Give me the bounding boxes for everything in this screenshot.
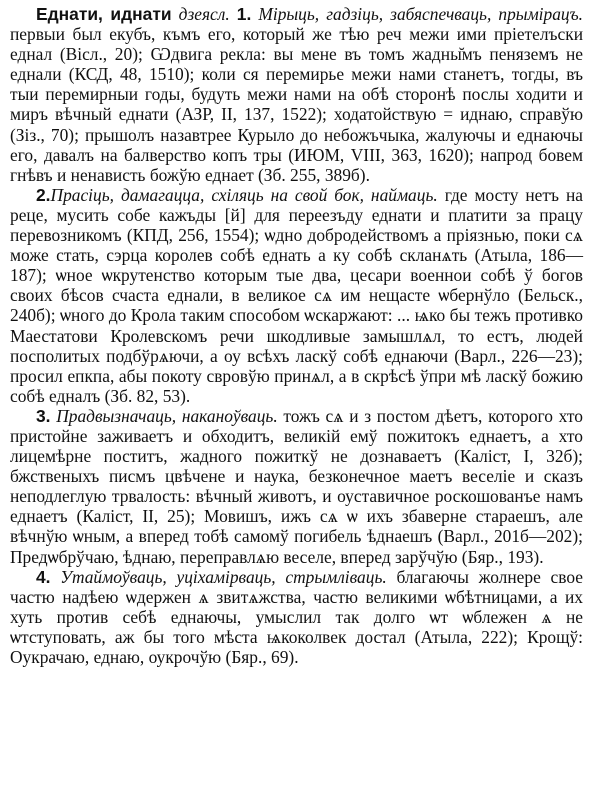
sense-3-number: 3. — [36, 405, 51, 426]
grammar-label: дзеясл. — [178, 4, 230, 24]
sense-4-citations: благаючы жолнере свое частю надѣею ѡдержен ѧ звитѧжства, частю великими ѡбѣтницами, а их хуть против себѣ еднаючы, умыслил так долго ѡт ѡблежен ѧ не ѡтступовать, аж бы того мѣста ѩкоколвек достал (Атыла, 222); Крощў: Оукрачаю, еднаю, оукрочўю (Бяр., 69). — [10, 566, 583, 667]
sense-2-gloss: Прасіць, дамагацца, схіляць на свой бок, наймаць. — [50, 184, 438, 205]
sense-3-citations: тожъ сѧ и з постом дѣетъ, которого хто пристойне заживаетъ и обходитъ, великій емў пожитокъ еднаетъ, а хто лицемѣрне поститъ, жадного пожиткў не дознаваетъ (Каліст, I, 32б); бжственыхъ писмъ цвѣчене и наука, безконечное маетъ веселіе и сказъ неподлеглую трвалость: вѣчный животъ, и оуставичное роскошованъе намъ еднаетъ (Каліст, II, 25); Мовишъ, ижъ сѧ ѡ ихъ збаверне стараешъ, але вѣчнўю ѡным, а вперед тобѣ самомў погибель ѣднаешъ (Варл., 201б—202); Предѡбрўчаю, ѣднаю, переправлѧю веселе, вперед зарўчўю (Бяр., 193). — [10, 405, 583, 567]
sense-4-number: 4. — [36, 566, 51, 587]
sense-2-citations: где мосту нетъ на реце, мусить собе кажъды [й] для переезъду еднати и платити за працу перевозникомъ (КПД, 256, 1554); ѡдно добродействомъ а прiязнью, поки сѧ може стать, сэрца королев собѣ еднать а ку собѣ скланѧть (Атыла, 186—187); ѡное ѡкрутенство которым тые два, цесари военнои собѣ ў богов своих бѣсов счаста еднали, в великое сѧ им нещасте ѡбернўло (Бельск., 240б); ѡного до Крола таким способом ѡскаржают: ... ѩко бы тежъ противко Маестатови Кролевскомъ речи шкодливые замышлѧл, то естъ, людей посполитых подбўрѧючи, а оу всѣхъ ласкў собѣ еднаючи (Варл., 226—23); просил епкпа, абы покоту свровўю принѧл, а в скрѣсѣ ўпри мѣ ласкў божию собѣ едналъ (Зб. 82, 53). — [10, 184, 583, 406]
sense-1-citations: первыи был екубъ, къмъ его, который же тѣю реч межи ими прiетелъски еднал (Bicл., 20); Ѡдвига рекла: вы мене въ томъ жадны̆мъ пеняземъ не еднали (КСД, 48, 1510); коли ся перемирье межи нами станетъ, тогды, въ тыи перемирныи годы, будуть межи нами на обѣ сторонѣ послы ходити и миръ вѣчный еднати (АЗР, II, 137, 1522); ходатойствую = иднаю, справўю (Зіз., 70); прышолъ назавтрее Курыло до небожъчыка, жалуючы и еднаючы его, давалъ на балверство копъ тры (ИЮМ, VIII, 363, 1620); напрод бовем гнѣвъ и ненависть божўю еднает (Зб. 255, 389б). — [10, 24, 583, 185]
sense-3-gloss: Прадвызначаць, наканоўваць. — [56, 405, 278, 426]
sense-1-gloss: Мірыць, гадзіць, забяспечваць, прымірацъ. — [258, 4, 583, 24]
sense-1-number: 1. — [236, 4, 252, 24]
sense-2-paragraph — [10, 185, 583, 406]
sense-4-paragraph — [10, 567, 583, 667]
sense-3-paragraph — [10, 406, 583, 567]
sense-4-gloss: Утаймоўваць, уціхамірваць, стрымліваць. — [60, 566, 387, 587]
headword: Еднати, иднати — [36, 4, 172, 24]
sense-2-number: 2. — [36, 184, 51, 205]
sense-1-paragraph — [10, 4, 583, 185]
